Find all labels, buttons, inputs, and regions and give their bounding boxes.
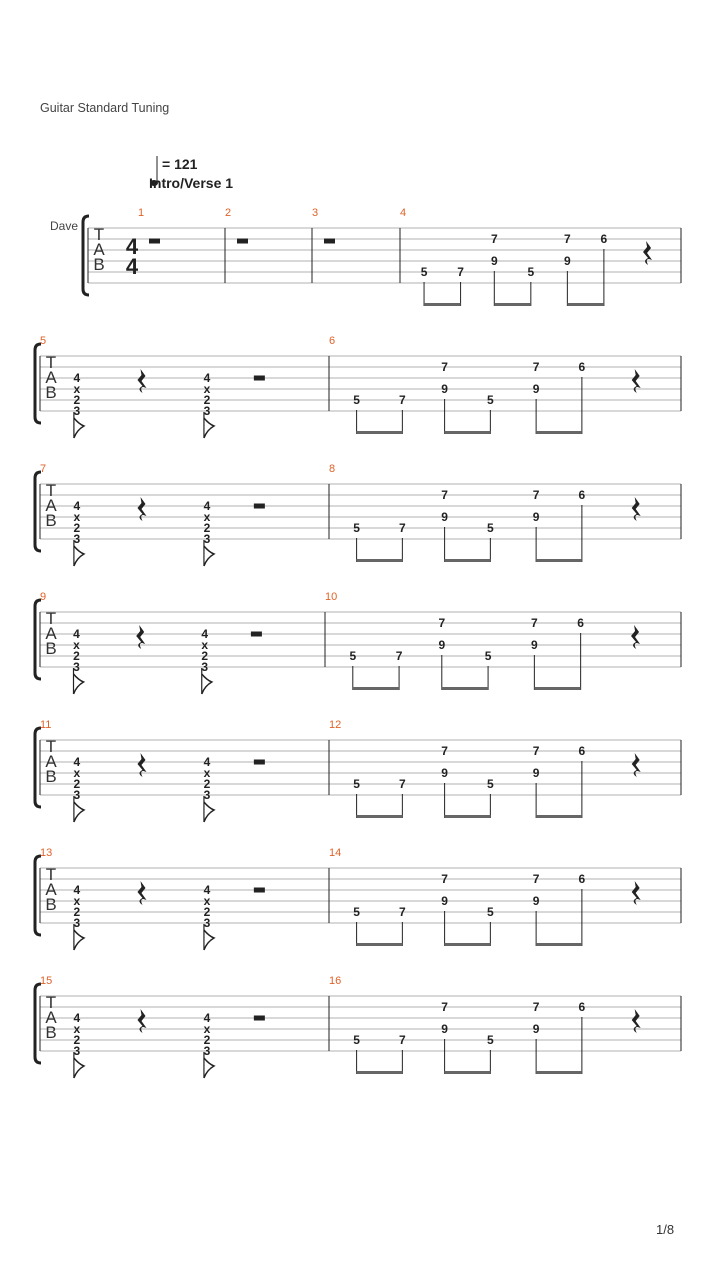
fret-number: x — [203, 894, 211, 908]
tab-clef-letter: A — [45, 496, 57, 515]
staff-system — [83, 207, 681, 306]
staff-system — [35, 591, 681, 694]
fret-number: 4 — [203, 371, 211, 385]
note-beam — [424, 303, 461, 306]
measure-number: 14 — [329, 847, 342, 859]
fret-number: 7 — [564, 232, 571, 246]
fret-number: 9 — [490, 254, 498, 268]
fret-number: 7 — [532, 744, 540, 758]
note-flag — [74, 674, 84, 694]
note-flag — [204, 802, 214, 822]
fret-number: 2 — [203, 521, 211, 535]
measure-number: 11 — [40, 719, 52, 731]
fret-number: 5 — [420, 265, 428, 279]
fret-number: 7 — [399, 905, 406, 919]
measure-number: 6 — [329, 335, 336, 347]
fret-number: 3 — [203, 916, 211, 930]
fret-number: x — [201, 638, 209, 652]
fret-number: 9 — [441, 382, 448, 396]
fret-number: 4 — [203, 1011, 211, 1025]
tab-clef-letter: A — [93, 240, 105, 259]
half-rest — [254, 760, 265, 765]
staff-system — [35, 975, 681, 1078]
note-beam — [357, 431, 403, 434]
measure-number: 1 — [138, 207, 145, 219]
note-flag — [74, 418, 84, 438]
note-beam — [445, 815, 491, 818]
fret-number: 4 — [73, 883, 81, 897]
fret-number: 2 — [73, 905, 81, 919]
note-beam — [353, 687, 399, 690]
fret-number: 5 — [487, 905, 494, 919]
fret-number: 4 — [73, 755, 81, 769]
fret-number: x — [203, 766, 211, 780]
fret-number: 5 — [353, 521, 360, 535]
fret-number: 2 — [203, 393, 211, 407]
tab-clef-letter: T — [45, 353, 57, 372]
fret-number: 3 — [73, 532, 81, 546]
note-flag — [204, 418, 214, 438]
fret-number: 9 — [441, 894, 448, 908]
note-beam — [445, 431, 491, 434]
fret-number: 3 — [203, 404, 211, 418]
fret-number: 9 — [438, 638, 446, 652]
page-number: 1/8 — [656, 1222, 675, 1237]
tab-clef-letter: T — [45, 609, 57, 628]
fret-number: 6 — [600, 232, 608, 246]
fret-number: 4 — [73, 371, 81, 385]
half-rest — [324, 239, 335, 244]
fret-number: 7 — [532, 360, 540, 374]
fret-number: 3 — [73, 916, 81, 930]
fret-number: 9 — [441, 1022, 448, 1036]
note-beam — [536, 1071, 582, 1074]
section-label: Intro/Verse 1 — [149, 175, 234, 191]
note-beam — [567, 303, 604, 306]
measure-number: 3 — [312, 207, 319, 219]
fret-number: 7 — [441, 1000, 448, 1014]
tempo-marking: = 121 — [162, 156, 198, 172]
measure-number: 10 — [325, 591, 338, 603]
tab-clef-letter: B — [45, 1023, 57, 1042]
note-beam — [357, 1071, 403, 1074]
fret-number: 4 — [203, 755, 211, 769]
tab-clef-letter: T — [45, 737, 57, 756]
staff-system — [35, 463, 681, 566]
tab-clef-letter: T — [45, 481, 57, 500]
note-beam — [536, 943, 582, 946]
tab-clef-letter: T — [45, 993, 57, 1012]
fret-number: 6 — [578, 744, 586, 758]
fret-number: 7 — [441, 488, 448, 502]
fret-number: 3 — [73, 404, 81, 418]
measure-number: 12 — [329, 719, 342, 731]
fret-number: 9 — [441, 510, 448, 524]
measure-number: 5 — [40, 335, 47, 347]
fret-number: 9 — [532, 510, 540, 524]
tab-clef-letter: B — [45, 511, 57, 530]
fret-number: 4 — [201, 627, 209, 641]
fret-number: 3 — [203, 788, 211, 802]
tab-clef-letter: T — [45, 865, 57, 884]
tab-clef-letter: A — [45, 624, 57, 643]
fret-number: 5 — [487, 1033, 494, 1047]
fret-number: 4 — [203, 499, 211, 513]
note-flag — [204, 930, 214, 950]
half-rest — [254, 888, 265, 893]
note-beam — [536, 815, 582, 818]
note-beam — [357, 943, 403, 946]
fret-number: 7 — [532, 488, 540, 502]
tab-clef-letter: A — [45, 368, 57, 387]
fret-number: x — [203, 1022, 211, 1036]
fret-number: 9 — [531, 638, 538, 652]
fret-number: 5 — [353, 905, 360, 919]
measure-number: 13 — [40, 847, 53, 859]
fret-number: 2 — [203, 777, 211, 791]
fret-number: 2 — [73, 1033, 81, 1047]
note-beam — [445, 1071, 491, 1074]
tuning-label: Guitar Standard Tuning — [40, 101, 170, 115]
note-flag — [204, 546, 214, 566]
fret-number: 5 — [487, 777, 494, 791]
track-name: Dave — [50, 219, 79, 233]
half-rest — [254, 376, 265, 381]
fret-number: 7 — [490, 232, 498, 246]
fret-number: 3 — [73, 660, 80, 674]
fret-number: 9 — [441, 766, 448, 780]
fret-number: x — [203, 510, 211, 524]
fret-number: x — [73, 766, 81, 780]
measure-number: 15 — [40, 975, 53, 987]
note-beam — [445, 943, 491, 946]
tab-clef-letter: B — [45, 639, 57, 658]
fret-number: 9 — [564, 254, 571, 268]
fret-number: 7 — [395, 649, 403, 663]
fret-number: 5 — [527, 265, 535, 279]
staff-system — [35, 719, 681, 822]
fret-number: 2 — [73, 521, 81, 535]
note-flag — [204, 1058, 214, 1078]
fret-number: 6 — [578, 872, 586, 886]
fret-number: x — [73, 382, 81, 396]
fret-number: 2 — [73, 649, 80, 663]
fret-number: 7 — [532, 1000, 540, 1014]
measure-number: 7 — [40, 463, 47, 475]
fret-number: 6 — [578, 360, 586, 374]
fret-number: 4 — [73, 1011, 81, 1025]
fret-number: 7 — [531, 616, 538, 630]
fret-number: 5 — [484, 649, 492, 663]
fret-number: 6 — [577, 616, 584, 630]
tab-clef-letter: A — [45, 880, 57, 899]
note-flag — [74, 1058, 84, 1078]
tab-clef-letter: T — [93, 225, 105, 244]
fret-number: 5 — [353, 777, 360, 791]
fret-number: 7 — [441, 360, 448, 374]
note-beam — [534, 687, 580, 690]
fret-number: 9 — [532, 1022, 540, 1036]
tab-clef-letter: A — [45, 1008, 57, 1027]
measure-number: 2 — [225, 207, 232, 219]
tab-clef-letter: B — [45, 383, 57, 402]
note-flag — [74, 802, 84, 822]
note-beam — [357, 559, 403, 562]
fret-number: 7 — [399, 521, 406, 535]
fret-number: 3 — [73, 788, 81, 802]
fret-number: 2 — [201, 649, 209, 663]
tab-clef-letter: A — [45, 752, 57, 771]
fret-number: 2 — [73, 777, 81, 791]
fret-number: 2 — [203, 905, 211, 919]
fret-number: 7 — [441, 872, 448, 886]
fret-number: x — [73, 894, 81, 908]
fret-number: 4 — [203, 883, 211, 897]
fret-number: 5 — [487, 521, 494, 535]
measure-number: 16 — [329, 975, 342, 987]
fret-number: 5 — [353, 393, 360, 407]
tab-clef-letter: B — [45, 895, 57, 914]
fret-number: 7 — [399, 1033, 406, 1047]
note-beam — [536, 431, 582, 434]
fret-number: 7 — [532, 872, 540, 886]
fret-number: 9 — [532, 766, 540, 780]
staff-system — [35, 847, 681, 950]
measure-number: 9 — [40, 591, 47, 603]
fret-number: 7 — [399, 393, 406, 407]
half-rest — [251, 632, 262, 637]
fret-number: 7 — [438, 616, 446, 630]
time-signature-bottom: 4 — [125, 254, 139, 279]
tab-clef-letter: B — [93, 255, 105, 274]
fret-number: x — [73, 638, 80, 652]
note-beam — [442, 687, 488, 690]
staff-system — [35, 335, 681, 438]
note-beam — [445, 559, 491, 562]
fret-number: 3 — [203, 532, 211, 546]
note-beam — [536, 559, 582, 562]
fret-number: 2 — [73, 393, 81, 407]
fret-number: 5 — [353, 1033, 360, 1047]
note-beam — [357, 815, 403, 818]
fret-number: x — [73, 1022, 81, 1036]
fret-number: 7 — [457, 265, 464, 279]
fret-number: 5 — [349, 649, 357, 663]
half-rest — [254, 504, 265, 509]
fret-number: 6 — [578, 1000, 586, 1014]
fret-number: 9 — [532, 894, 540, 908]
note-beam — [494, 303, 531, 306]
fret-number: 4 — [73, 499, 81, 513]
fret-number: 3 — [201, 660, 209, 674]
fret-number: x — [203, 382, 211, 396]
note-flag — [202, 674, 212, 694]
measure-number: 8 — [329, 463, 336, 475]
note-flag — [74, 546, 84, 566]
tab-clef-letter: B — [45, 767, 57, 786]
measure-number: 4 — [400, 207, 407, 219]
fret-number: 5 — [487, 393, 494, 407]
fret-number: 7 — [399, 777, 406, 791]
fret-number: 9 — [532, 382, 540, 396]
half-rest — [149, 239, 160, 244]
fret-number: 3 — [203, 1044, 211, 1058]
fret-number: x — [73, 510, 81, 524]
half-rest — [237, 239, 248, 244]
fret-number: 7 — [441, 744, 448, 758]
fret-number: 6 — [578, 488, 586, 502]
time-signature-top: 4 — [125, 234, 139, 259]
fret-number: 2 — [203, 1033, 211, 1047]
fret-number: 4 — [73, 627, 80, 641]
half-rest — [254, 1016, 265, 1021]
fret-number: 3 — [73, 1044, 81, 1058]
note-flag — [74, 930, 84, 950]
